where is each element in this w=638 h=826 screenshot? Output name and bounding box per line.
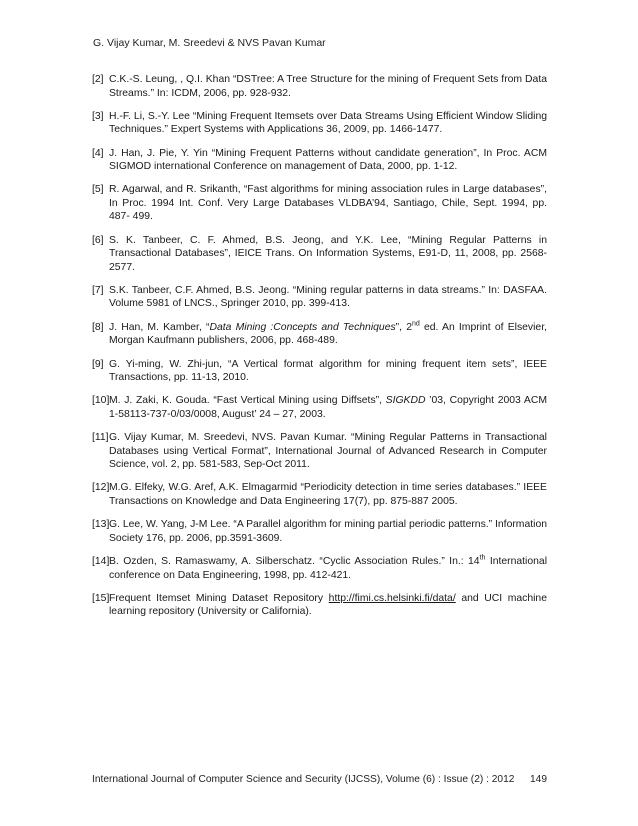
reference-text-segment: H.-F. Li, S.-Y. Lee “Mining Frequent Itemsets over Data Streams Using Efficient Window Sliding Techniques.” Expert Systems with Applications 36, 2009, pp. 1466-1477.	[109, 110, 547, 136]
reference-item	[92, 592, 547, 619]
footer-journal: International Journal of Computer Science and Security (IJCSS), Volume (6) : Issue (2) : 2012	[92, 774, 515, 785]
reference-item	[92, 73, 547, 100]
reference-number: [11]	[92, 432, 109, 444]
reference-text-segment: S.K. Tanbeer, C.F. Ahmed, B.S. Jeong. “Mining regular patterns in data streams.” In: DASFAA. Volume 5981 of LNCS., Springer 2010, pp. 399-413.	[109, 284, 547, 310]
reference-text-segment: J. Han, J. Pie, Y. Yin “Mining Frequent Patterns without candidate generation”, In Proc. ACM SIGMOD international Conference on management of Data, 2000, pp. 1-12.	[109, 147, 547, 173]
reference-number: [3]	[92, 110, 104, 122]
reference-number: [6]	[92, 234, 104, 246]
reference-number: [4]	[92, 147, 104, 159]
reference-item	[92, 555, 547, 582]
reference-text	[109, 73, 547, 100]
reference-text-segment: G. Yi-ming, W. Zhi-jun, “A Vertical format algorithm for mining frequent item sets”, IEEE Transactions, pp. 11-13, 2010.	[109, 358, 547, 384]
reference-text	[109, 147, 547, 174]
reference-item	[92, 431, 547, 472]
reference-text	[109, 555, 547, 582]
reference-item	[92, 358, 547, 385]
reference-text-segment: R. Agarwal, and R. Srikanth, “Fast algorithms for mining association rules in Large databases”, In Proc. 1994 Int. Conf. Very Large Databases VLDBA’94, Santiago, Chile, Sept. 1994, pp. 487- 499.	[109, 184, 547, 223]
reference-text-segment: M.G. Elfeky, W.G. Aref, A.K. Elmagarmid “Periodicity detection in time series databases.” IEEE Transactions on Knowledge and Data Engineering 17(7), pp. 875-887 2005.	[109, 482, 547, 507]
reference-number: [9]	[92, 358, 104, 370]
reference-number: [12]	[92, 482, 110, 494]
reference-text-segment: M. J. Zaki, K. Gouda. “Fast Vertical Mining using Diffsets”,	[109, 395, 386, 407]
reference-text-segment: Frequent Itemset Mining Dataset Repository	[109, 592, 329, 604]
ordinal-superscript: nd	[411, 320, 420, 328]
reference-text-segment: J. Han, M. Kamber, “	[109, 321, 210, 333]
reference-number: [15]	[92, 592, 110, 604]
reference-text	[109, 284, 547, 311]
italic-title: SIGKDD	[385, 395, 426, 407]
reference-item	[92, 481, 547, 508]
reference-text	[109, 592, 547, 619]
reference-item	[92, 110, 547, 137]
reference-list	[92, 73, 547, 629]
reference-item	[92, 147, 547, 174]
reference-item	[92, 284, 547, 311]
reference-text	[109, 518, 547, 545]
reference-text-segment: ’03, Copyright 2003 ACM 1-58113-737-0/03/0008, August’ 24 – 27, 2003.	[109, 395, 547, 420]
reference-text	[109, 394, 547, 421]
reference-number: [5]	[92, 184, 104, 196]
ordinal-superscript: th	[479, 554, 486, 562]
reference-number: [7]	[92, 284, 104, 296]
reference-text	[109, 110, 547, 137]
reference-text-segment: and UCI machine learning repository (University or California).	[109, 592, 547, 618]
running-header: G. Vijay Kumar, M. Sreedevi & NVS Pavan Kumar	[93, 37, 326, 49]
reference-text	[109, 481, 547, 508]
reference-item	[92, 183, 547, 224]
reference-text-segment: ”, 2	[395, 321, 412, 333]
reference-text	[109, 321, 547, 348]
repository-link[interactable]: http://fimi.cs.helsinki.fi/data/	[328, 592, 456, 604]
reference-number: [13]	[92, 519, 110, 531]
reference-text-segment: G. Vijay Kumar, M. Sreedevi, NVS. Pavan Kumar. “Mining Regular Patterns in Transactional Databases using Vertical Format”, International Journal of Advanced Research in Computer Science, vol. 2, pp. 581-583, Sep-Oct 2011.	[109, 432, 547, 471]
reference-text-segment: ed. An Imprint of Elsevier, Morgan Kaufmann publishers, 2006, pp. 468-489.	[109, 321, 547, 347]
reference-text-segment: B. Ozden, S. Ramaswamy, A. Silberschatz. “Cyclic Association Rules.” In.: 14	[109, 556, 480, 568]
reference-number: [8]	[92, 321, 104, 333]
reference-item	[92, 321, 547, 348]
reference-text-segment: International conference on Data Engineering, 1998, pp. 412-421.	[109, 556, 548, 581]
reference-text-segment: G. Lee, W. Yang, J-M Lee. “A Parallel algorithm for mining partial periodic patterns.” Information Society 176, pp. 2006, pp.3591-3609.	[109, 519, 547, 544]
reference-text	[109, 431, 547, 472]
reference-item	[92, 234, 547, 275]
italic-title: Data Mining :Concepts and Techniques	[209, 321, 396, 333]
page-footer	[92, 774, 547, 785]
page-number: 149	[530, 774, 547, 785]
reference-item	[92, 394, 547, 421]
reference-text	[109, 358, 547, 385]
reference-number: [14]	[92, 556, 110, 568]
reference-text	[109, 234, 547, 275]
reference-text-segment: S. K. Tanbeer, C. F. Ahmed, B.S. Jeong, and Y.K. Lee, “Mining Regular Patterns in Transactional Databases”, IEICE Trans. On Information Systems, E91-D, 11, 2008, pp. 2568-2577.	[109, 234, 547, 273]
reference-number: [10]	[92, 395, 110, 407]
reference-text-segment: C.K.-S. Leung, , Q.I. Khan “DSTree: A Tree Structure for the mining of Frequent Sets from Data Streams.” In: ICDM, 2006, pp. 928-932.	[109, 74, 547, 99]
reference-item	[92, 518, 547, 545]
reference-text	[109, 183, 547, 224]
reference-number: [2]	[92, 74, 104, 85]
